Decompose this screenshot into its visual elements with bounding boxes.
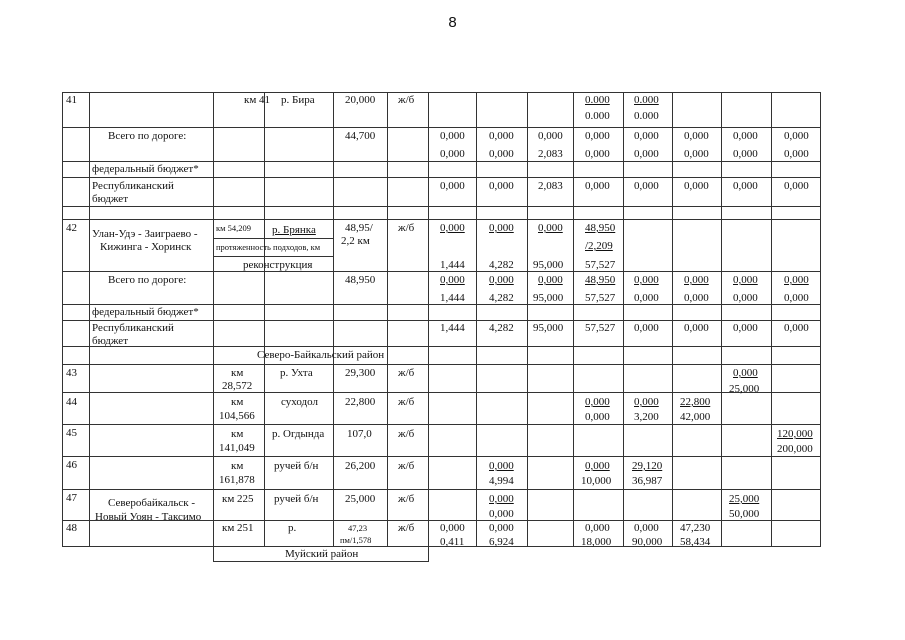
value-cell: 0,000: [489, 130, 514, 142]
value-cell: 22,800: [680, 396, 711, 408]
value-cell: 36,987: [632, 475, 663, 487]
total-label: Всего по дороге:: [108, 274, 187, 286]
type-cell: ж/б: [398, 222, 415, 234]
reconstruction-label: реконструкция: [243, 259, 313, 271]
value-cell: 0,000: [684, 292, 709, 304]
value-cell: 0,000: [585, 396, 610, 408]
value-cell: 0,000: [733, 148, 758, 160]
republic-budget-label: Республиканский: [92, 180, 174, 192]
value-cell: 0,000: [585, 130, 610, 142]
value-cell: 0,000: [733, 292, 758, 304]
row-number: 48: [66, 522, 77, 534]
object-cell: р. Бира: [281, 94, 315, 106]
value-cell: 57,527: [585, 292, 616, 304]
type-cell: ж/б: [398, 522, 415, 534]
length-cell: 107,0: [347, 428, 372, 440]
value-cell: 0,000: [489, 493, 514, 505]
value-cell: 0,000: [784, 148, 809, 160]
value-cell: 0,000: [784, 130, 809, 142]
road-name: Улан-Удэ - Заиграево -: [92, 228, 198, 240]
value-cell: 0,000: [784, 322, 809, 334]
value-cell: 0,000: [440, 522, 465, 534]
value-cell: 0,000: [585, 180, 610, 192]
value-cell: 0,000: [585, 148, 610, 160]
value-cell: 0,000: [585, 522, 610, 534]
republic-budget-label: бюджет: [92, 193, 128, 205]
value-cell: 0,000: [538, 222, 563, 234]
row-number: 43: [66, 367, 77, 379]
value-cell: 95,000: [533, 322, 564, 334]
km-cell: км: [231, 396, 244, 408]
value-cell: 0.000: [634, 110, 659, 122]
value-cell: 0,000: [634, 130, 659, 142]
row-number: 47: [66, 492, 77, 504]
object-cell: р. Брянка: [272, 224, 316, 236]
length-cell: 2,2 км: [341, 235, 370, 247]
value-cell: 48,950: [585, 222, 616, 234]
value-cell: 0,000: [684, 130, 709, 142]
value-cell: 0,000: [784, 274, 809, 286]
value-cell: 0,000: [784, 180, 809, 192]
length-cell: 48,950: [345, 274, 376, 286]
object-cell: р. Ухта: [280, 367, 313, 379]
value-cell: 0,000: [440, 274, 465, 286]
value-cell: 29,120: [632, 460, 663, 472]
republic-budget-label: бюджет: [92, 335, 128, 347]
value-cell: 42,000: [680, 411, 711, 423]
road-name: Новый Уоян - Таксимо: [95, 511, 202, 523]
value-cell: 0.000: [585, 94, 610, 106]
row-number: 42: [66, 222, 77, 234]
value-cell: 95,000: [533, 292, 564, 304]
value-cell: 0,000: [684, 322, 709, 334]
value-cell: 0.000: [585, 110, 610, 122]
value-cell: 0,000: [634, 274, 659, 286]
note-cell: протяженность подходов, км: [216, 242, 321, 252]
value-cell: 57,527: [585, 322, 616, 334]
km-cell: км: [231, 460, 244, 472]
value-cell: 0,000: [733, 367, 758, 379]
length-cell: пм/1,578: [340, 535, 372, 545]
value-cell: 0,000: [440, 180, 465, 192]
value-cell: 0,000: [684, 274, 709, 286]
value-cell: 0,000: [634, 322, 659, 334]
km-cell: км 251: [222, 522, 254, 534]
federal-budget-label: федеральный бюджет*: [92, 306, 199, 318]
value-cell: 200,000: [777, 443, 813, 455]
republic-budget-label: Республиканский: [92, 322, 174, 334]
value-cell: 0,000: [733, 130, 758, 142]
value-cell: 0,000: [784, 292, 809, 304]
value-cell: 0,000: [440, 130, 465, 142]
value-cell: 6,924: [489, 536, 514, 548]
length-cell: 22,800: [345, 396, 376, 408]
value-cell: 4,994: [489, 475, 514, 487]
km-cell: км 225: [222, 493, 254, 505]
object-cell: суходол: [281, 396, 318, 408]
value-cell: 47,230: [680, 522, 711, 534]
length-cell: 26,200: [345, 460, 376, 472]
value-cell: 25,000: [729, 493, 760, 505]
km-cell: 161,878: [219, 474, 255, 486]
value-cell: 10,000: [581, 475, 612, 487]
value-cell: 0,000: [634, 148, 659, 160]
value-cell: 2,083: [538, 180, 563, 192]
length-cell: 48,95/: [345, 222, 373, 234]
length-cell: 44,700: [345, 130, 376, 142]
type-cell: ж/б: [398, 367, 415, 379]
district-header: Муйский район: [285, 548, 359, 560]
value-cell: 0,000: [585, 411, 610, 423]
length-cell: 25,000: [345, 493, 376, 505]
km-cell: 104,566: [219, 410, 255, 422]
value-cell: 1,444: [440, 292, 465, 304]
value-cell: 1,444: [440, 322, 465, 334]
value-cell: 0,000: [489, 148, 514, 160]
object-cell: ручей б/н: [274, 493, 319, 505]
length-cell: 20,000: [345, 94, 376, 106]
value-cell: 0,000: [684, 180, 709, 192]
object-cell: ручей б/н: [274, 460, 319, 472]
value-cell: 48,950: [585, 274, 616, 286]
value-cell: 0,000: [585, 460, 610, 472]
km-cell: 28,572: [222, 380, 253, 392]
road-name: Северобайкальск -: [108, 497, 196, 509]
type-cell: ж/б: [398, 493, 415, 505]
value-cell: 4,282: [489, 292, 514, 304]
object-cell: р.: [288, 522, 297, 534]
value-cell: 0,411: [440, 536, 465, 548]
row-number: 41: [66, 94, 77, 106]
value-cell: 0,000: [634, 522, 659, 534]
value-cell: 0,000: [634, 180, 659, 192]
page-number: 8: [448, 14, 457, 31]
value-cell: 0,000: [538, 130, 563, 142]
value-cell: 0,000: [634, 292, 659, 304]
value-cell: 0,000: [733, 180, 758, 192]
value-cell: 0,000: [440, 222, 465, 234]
value-cell: 0,000: [538, 274, 563, 286]
object-cell: р. Огдында: [272, 428, 325, 440]
value-cell: 4,282: [489, 322, 514, 334]
district-header: Северо-Байкальский район: [257, 349, 385, 361]
km-cell: км 41: [244, 94, 271, 106]
row-number: 46: [66, 459, 77, 471]
value-cell: 2,083: [538, 148, 563, 160]
value-cell: 0,000: [634, 396, 659, 408]
row-number: 45: [66, 427, 77, 439]
value-cell: 0,000: [489, 508, 514, 520]
value-cell: 18,000: [581, 536, 612, 548]
row-number: 44: [66, 396, 77, 408]
value-cell: 1,444: [440, 259, 465, 271]
type-cell: ж/б: [398, 428, 415, 440]
type-cell: ж/б: [398, 94, 415, 106]
type-cell: ж/б: [398, 460, 415, 472]
value-cell: 120,000: [777, 428, 813, 440]
value-cell: 0.000: [634, 94, 659, 106]
type-cell: ж/б: [398, 396, 415, 408]
value-cell: 0,000: [489, 222, 514, 234]
value-cell: 0,000: [733, 274, 758, 286]
federal-budget-label: федеральный бюджет*: [92, 163, 199, 175]
value-cell: 58,434: [680, 536, 711, 548]
value-cell: 0,000: [489, 460, 514, 472]
value-cell: 3,200: [634, 411, 659, 423]
value-cell: 57,527: [585, 259, 616, 271]
length-cell: 29,300: [345, 367, 376, 379]
length-cell: 47,23: [348, 523, 368, 533]
value-cell: 0,000: [489, 180, 514, 192]
value-cell: 90,000: [632, 536, 663, 548]
value-cell: 0,000: [489, 274, 514, 286]
value-cell: 50,000: [729, 508, 760, 520]
km-cell: км: [231, 367, 244, 379]
value-cell: 0,000: [733, 322, 758, 334]
total-label: Всего по дороге:: [108, 130, 187, 142]
value-cell: 0,000: [440, 148, 465, 160]
value-cell: 25,000: [729, 383, 760, 395]
value-cell: 0,000: [684, 148, 709, 160]
value-cell: 0,000: [489, 522, 514, 534]
value-cell: 95,000: [533, 259, 564, 271]
km-cell: км 54,209: [216, 223, 252, 233]
road-name: Кижинга - Хоринск: [100, 241, 192, 253]
km-cell: 141,049: [219, 442, 255, 454]
value-cell: 4,282: [489, 259, 514, 271]
km-cell: км: [231, 428, 244, 440]
value-cell: /2,209: [585, 240, 613, 252]
